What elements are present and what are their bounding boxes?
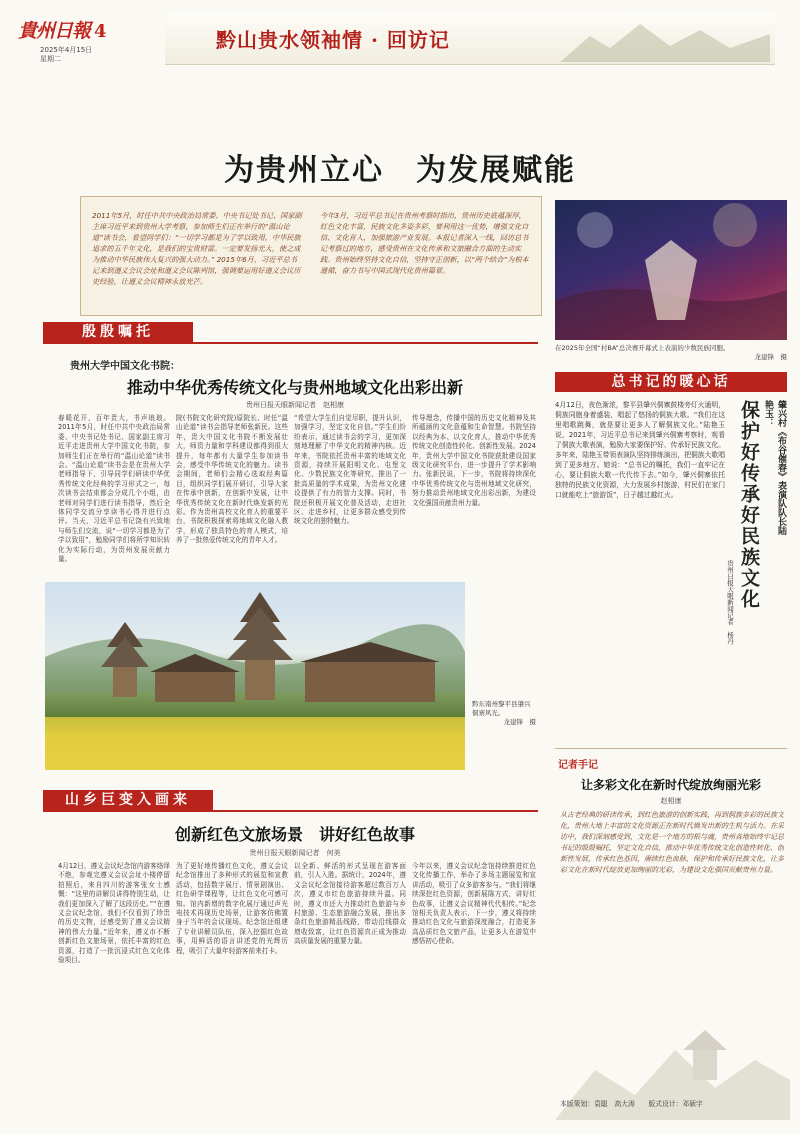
weekday-text: 星期二: [40, 55, 61, 63]
newspaper-logo: [18, 16, 136, 46]
vertical-kicker: 肇兴村《布谷催春》表演队队长陆艳玉：: [763, 400, 786, 535]
notes-byline: 赵相康: [660, 797, 682, 805]
top-photo-caption: [555, 344, 787, 362]
article-kicker: 贵州大学中国文化书院：: [70, 361, 180, 372]
notes-body: 从古老经典的研读传承，到红色旅游的创新实践，再到侗族多彩的民族文化，贵州大地上丰富的文化资源正在新时代焕发出新的生机与活力。在采访中，我们深刻感受到，文化是一个地方的根与魂，贵州各地始终牢记总书记的殷殷嘱托，坚定文化自信，推动中华优秀传统文化创造性转化、创新性发展，传承红色基因，赓续红色血脉，保护和传承好民族文化，让多彩文化在新时代绽放更加绚丽的光彩，为建设文化强国贡献贵州力量。: [560, 811, 784, 874]
stage-lights-icon: [555, 200, 787, 340]
article-2-column-2: 为了更好地传播红色文化，遵义会议纪念馆推出了多种形式的展览和宣教活动，包括数字展厅、情景剧演出、红色研学课程等，让红色文化可感可知。馆内新增的数字化展厅通过声光电技术再现历史场景，让游客仿佛置身于当年的会议现场。纪念馆还组建了专业讲解员队伍，深入挖掘红色故事，用鲜活的语言讲述党的光辉历程，吸引了大量年轻游客前来打卡。: [176, 862, 288, 955]
section-tag-ardent: 殷殷嘱托: [43, 322, 193, 342]
column-title: 黔山贵水领袖情 · 回访记: [216, 28, 450, 52]
page-main-title: 为贵州立心 为发展赋能: [224, 153, 576, 188]
article-column-3: “希望大学生们自觉尽职，提升认识，加强学习，坚定文化自信。”学生们纷纷表示，通过读书会的学习，更加深刻地理解了中华文化的精神内核。近年来，书院依托贵州丰富的地域文化资源，持续开展阳明文化、屯堡文化、少数民族文化等研究，推出了一批高质量的学术成果，为贵州文化建设提供了有力的智力支撑。同时，书院还积极开展文化普及活动，走进社区、走进乡村，让更多群众感受到传统文化的独特魅力。: [294, 414, 406, 526]
section-rule: [43, 810, 538, 812]
page-number: 4: [94, 21, 106, 42]
caption-text: 在2025年全国“村BA”总决赛开幕式上表演的少数民族同胞。: [555, 344, 730, 352]
article-headline: 推动中华优秀传统文化与贵州地域文化出彩出新: [126, 378, 463, 397]
article-2-column-4: 今年以来，遵义会议纪念馆持续推进红色文化传播工作，举办了多场主题展览和宣讲活动，吸引了众多游客参与。“我们将继续深挖红色资源，创新展陈方式，讲好红色故事，让遵义会议精神代代相传。”纪念馆相关负责人表示，下一步，遵义将持续推动红色文化与旅游深度融合，打造更多高品质红色文旅产品，让更多人在游览中感悟初心使命。: [412, 862, 536, 946]
article-column-2: 院(书院文化研究院)原院长、时任“温山论道”读书会指导老师张新民。这些年，贵大中国文化书院不断发展壮大，师资力量和学科建设都得到很大提升，每年都有大量学生参加读书会，感受中华传统文化的魅力。读书会期间，老师们会精心选取经典篇目，组织同学们展开研讨，引导大家在传承中创新，在创新中发展，让中华优秀传统文化在新时代焕发新的光彩。作为贵州高校文化育人的重要平台，书院积极探索将地域文化融入教学，形成了独具特色的育人模式，培养了一批热爱传统文化的青年人才。: [176, 414, 288, 545]
date-text: 2025年4月15日: [40, 46, 93, 54]
caption-text: 黔东南州黎平县肇兴侗寨风光。: [472, 700, 531, 717]
drum-tower-icon: [45, 582, 465, 770]
article-headline-2: 创新红色文旅场景 讲好红色故事: [174, 825, 415, 844]
section-tag-warm-words: 总书记的暖心话: [555, 372, 787, 392]
article-column-4: 传导理念，传播中国的历史文化精神及其所蕴涵的文化意蕴和生命智慧。书院坚持以经典为本、以文化育人，推动中华优秀传统文化创造性转化、创新性发展。2024年，贵州大学中国文化书院获批建设国家级文化研究平台，进一步提升了学术影响力。张新民说，下一步，书院将持续深化中华优秀传统文化与贵州地域文化研究，努力推动贵州地域文化出彩出新，为建设文化强国贡献贵州力量。: [412, 414, 536, 507]
logo-text: 貴州日報: [18, 20, 91, 42]
vertical-byline: 贵州日报天眼新闻记者 杨丹: [726, 560, 734, 645]
editors-credit: 本版策划：袁聪 高大涛 版式设计：邓硕宇: [560, 1100, 703, 1108]
article-2-column-3: 以全新、鲜活的形式呈现在游客面前，引人入胜。据统计，2024年，遵义会议纪念馆接待游客超过数百万人次，遵义市红色旅游持续升温。同时，遵义市还大力推动红色旅游与乡村旅游、生态旅游融合发展，推出多条红色旅游精品线路，带动沿线群众增收致富，让红色资源真正成为推动高质量发展的重要力量。: [294, 862, 406, 946]
article-column-1: 春暖花开，百年贵大，书声琅琅。2011年5月，时任中共中央政治局常委、中央书记处书记、国家副主席习近平走进贵州大学中国文化书院，参加师生们正在举行的“温山论道”读书会。“温山论道”读书会是在贵州大学老师指导下，引导同学们研读中华优秀传统文化经典的学习形式之一，每次读书会结束都会分成几个小组，由老师对同学们进行读书指导，然后全体同学交流分享读书心得并进行点评。当天，习近平总书记饶有兴致地与师生们交流，说“一切学习都是为了学以致用”，勉励同学们将所学知识转化为实际行动，为贵州发展贡献力量。: [58, 414, 170, 564]
intro-column-1: 2011年5月，时任中共中央政治局常委、中央书记处书记、国家副主席习近平来到贵州大学考察，参加师生们正在举行的“温山论道”读书会，看望同学们：“一切学习都是为了学以致用，中华民族追求的五千年文化，是我们的宝贵财富。一定要发扬光大，使之成为推动中华民族伟大复兴的强大动力。” 2015年6月，习近平总书记来到遵义会议会址和遵义会议陈列馆，强调要运用好遵义会议历史经验，让遵义会议精神永放光芒。: [92, 211, 302, 286]
photo-credit: 龙建锋 摄: [754, 353, 787, 361]
vertical-headline: 保护好传承好民族文化: [738, 400, 760, 610]
mountain-decoration-icon: [560, 18, 770, 62]
photo-credit: 龙建锋 摄: [503, 718, 536, 726]
intro-column-2: 今年3月，习近平总书记在贵州考察时指出，贵州历史底蕴深厚，红色文化丰富，民族文化多姿多彩，要利用这一优势，增强文化自信、文化育人，加强旅游产业发展。本报记者深入一线，回访总书记考察过的地方，感受贵州在文化传承和文旅融合方面的生动实践。贵州始终坚持文化自信，坚持守正创新，以“两个结合”为根本遵循，奋力书写中国式现代化贵州篇章。: [320, 211, 529, 275]
village-landscape-photo: [45, 582, 465, 770]
section-tag-village: 山乡巨变入画来: [43, 790, 213, 810]
mid-photo-caption: [472, 700, 536, 727]
notes-headline: 让多彩文化在新时代绽放绚丽光彩: [580, 778, 761, 792]
article-byline-2: 贵州日报天眼新闻记者 何美: [249, 849, 341, 857]
section-tag-notes: 记者手记: [558, 760, 598, 771]
article-byline: 贵州日报天眼新闻记者 赵相康: [246, 401, 344, 409]
section-rule: [43, 342, 538, 344]
article-2-column-1: 4月12日，遵义会议纪念馆内游客络绎不绝，参观完遵义会议会址小楼停留拍照后，来自四川的游客张女士感慨：“这里的讲解员讲得特别生动，让我们更加深入了解了这段历史。”“在遵义会议纪念馆，我们不仅看到了珍贵的历史文物，还感受到了遵义会议精神的伟大力量。”近年来，遵义市不断创新红色文旅场景，依托丰富的红色资源，打造了一批沉浸式红色文化体验项目。: [58, 862, 170, 965]
warm-words-body: 4月12日，夜色渐浓，黎平县肇兴侗寨鼓楼旁灯火通明，侗族同胞身着盛装，唱起了悠扬的侗族大歌。“我们在这里唱歌跳舞，就是要让更多人了解侗族文化。”陆艳玉说，2021年，习近平总书记来到肇兴侗寨考察时，观看了侗族大歌表演，勉励大家要保护好、传承好民族文化。多年来，陆艳玉带领表演队坚持排练演出，把侗族大歌唱到了更多地方。她说：“总书记的嘱托，我们一直牢记在心，要让侗族大歌一代代传下去。”如今，肇兴侗寨依托独特的民族文化资源，大力发展乡村旅游，村民们在家门口就能吃上“旅游饭”，日子越过越红火。: [555, 401, 725, 499]
performance-photo: [555, 200, 787, 340]
issue-date: [40, 46, 92, 64]
section-divider: [555, 748, 787, 749]
